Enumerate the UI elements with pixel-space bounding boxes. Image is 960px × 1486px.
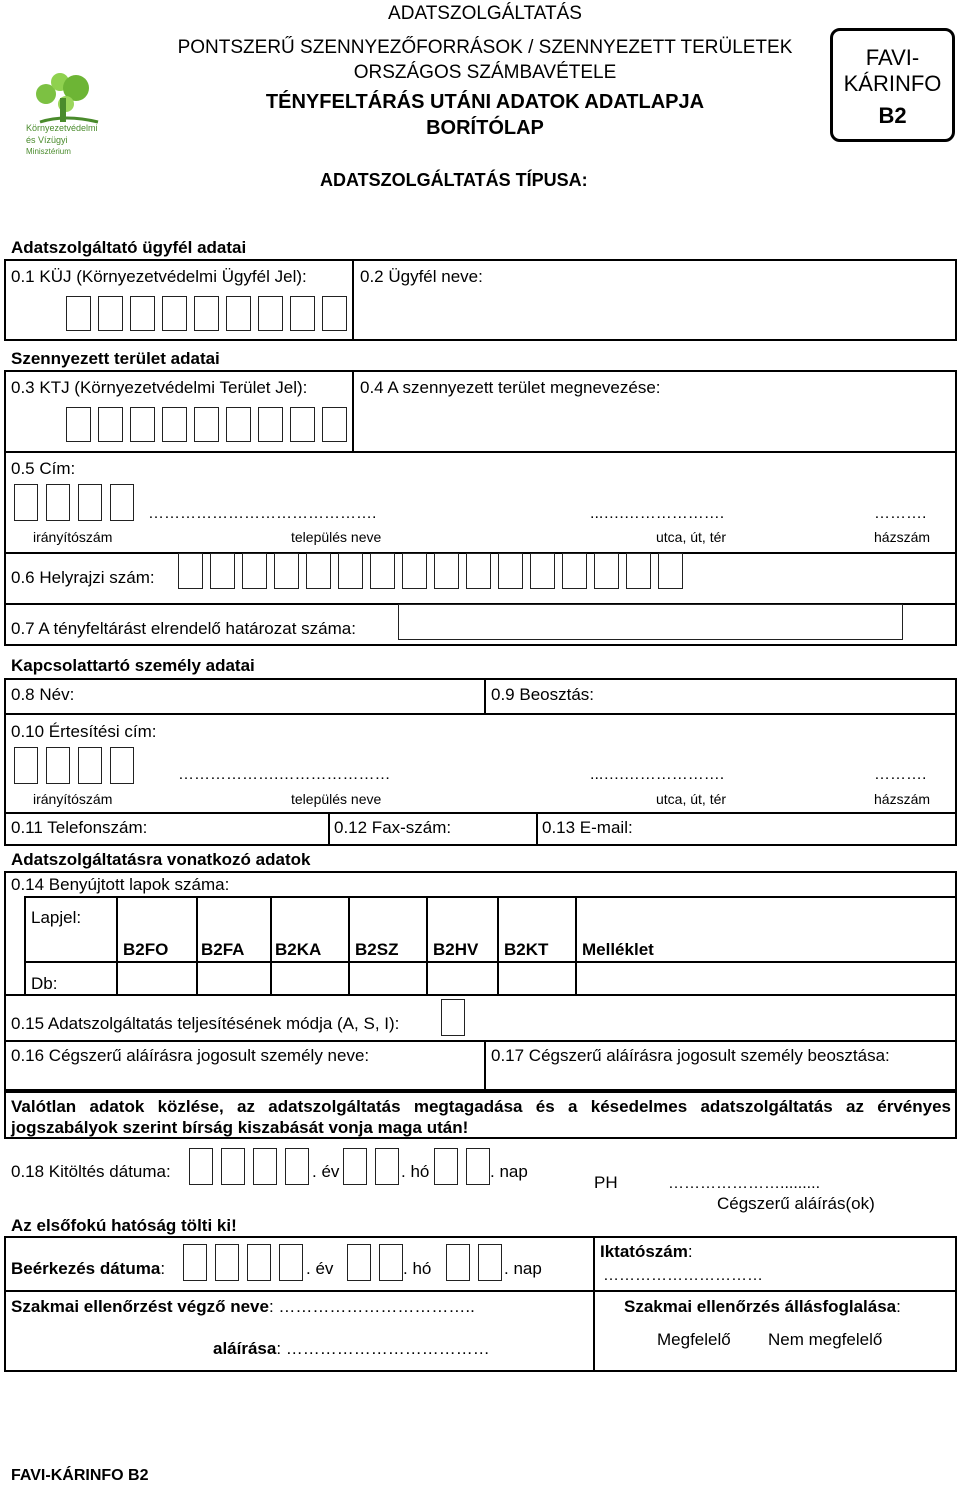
parcel-cell[interactable]: [402, 553, 427, 589]
parcel-cell[interactable]: [210, 553, 235, 589]
registry-number-colon: :: [687, 1242, 693, 1261]
parcel-cell[interactable]: [498, 553, 523, 589]
opinion-colon: :: [896, 1297, 901, 1316]
header-title: TÉNYFELTÁRÁS UTÁNI ADATOK ADATLAPJA: [265, 91, 705, 113]
checker-signature-label: [213, 1339, 490, 1359]
pages-label: 0.14 Benyújtott lapok száma:: [11, 875, 230, 894]
tree-logo-icon: [20, 60, 120, 130]
registry-number-text: Iktatószám: [600, 1242, 688, 1261]
kuj-label: 0.1 KÜJ (Környezetvédelmi Ügyfél Jel):: [11, 267, 307, 286]
ktj-label: 0.3 KTJ (Környezetvédelmi Terület Jel):: [11, 378, 308, 397]
contact-street-caption: utca, út, tér: [656, 791, 727, 807]
parcel-cell[interactable]: [562, 553, 587, 589]
arrival-year-cell[interactable]: [279, 1244, 303, 1281]
checker-signature-field[interactable]: : ………………………………: [276, 1339, 490, 1358]
fill-year-cell[interactable]: [285, 1148, 309, 1185]
site-name-label: 0.4 A szennyezett terület megnevezése:: [360, 378, 661, 397]
fill-year-cell[interactable]: [253, 1148, 277, 1185]
ktj-cell[interactable]: [162, 407, 187, 442]
arrival-nap-label: . nap: [504, 1259, 542, 1278]
opinion-label: [624, 1297, 901, 1317]
arrival-day-cell[interactable]: [446, 1244, 470, 1281]
fax-label: 0.12 Fax-szám:: [334, 818, 452, 837]
city-field[interactable]: …………………………………….: [148, 505, 377, 522]
contact-zip-cell[interactable]: [46, 747, 70, 784]
phone-label: 0.11 Telefonszám:: [11, 818, 148, 837]
mode-label: 0.15 Adatszolgáltatás teljesítésének módja (A, S, I):: [11, 1014, 400, 1033]
arrival-month-cell[interactable]: [379, 1244, 403, 1281]
kuj-cell[interactable]: [130, 296, 155, 331]
parcel-cell[interactable]: [434, 553, 459, 589]
arrival-day-cell[interactable]: [478, 1244, 502, 1281]
ktj-cell[interactable]: [130, 407, 155, 442]
parcel-cell[interactable]: [594, 553, 619, 589]
badge-line-3: B2: [878, 103, 907, 128]
contact-zip-cell[interactable]: [78, 747, 102, 784]
sheet-b2fa: B2FA: [201, 940, 245, 959]
zip-cell[interactable]: [14, 484, 38, 521]
city-caption: település neve: [291, 529, 382, 545]
checker-name-text: Szakmai ellenőrzést végző neve: [11, 1297, 269, 1316]
contact-zip-caption: irányítószám: [33, 791, 113, 807]
kuj-cell[interactable]: [162, 296, 187, 331]
form-code-badge: [830, 28, 955, 142]
parcel-cell[interactable]: [530, 553, 555, 589]
ktj-cell[interactable]: [290, 407, 315, 442]
fill-date-label: 0.18 Kitöltés dátuma:: [11, 1162, 171, 1181]
header-subtitle: BORÍTÓLAP: [426, 117, 544, 139]
kuj-cell[interactable]: [66, 296, 91, 331]
lapjel-label: Lapjel:: [31, 908, 82, 927]
fill-day-cell[interactable]: [434, 1148, 458, 1185]
badge-line-1: FAVI-: [865, 45, 920, 70]
mode-input[interactable]: [441, 999, 465, 1036]
arrival-year-cell[interactable]: [215, 1244, 239, 1281]
checker-name-field[interactable]: : ……………………………..: [268, 1297, 475, 1316]
ministry-logo: [20, 60, 120, 160]
sheet-b2hv: B2HV: [433, 940, 479, 959]
contact-section-title: Kapcsolattartó személy adatai: [11, 656, 255, 675]
warning-text: Valótlan adatok közlése, az adatszolgáltatás megtagadása és a késedelmes adatszolgáltatás az érvényes jogszabályok szerint bírság kiszabását vonja maga után!: [11, 1097, 951, 1137]
header-line-1: ADATSZOLGÁLTATÁS: [388, 3, 582, 24]
logo-text-3: Minisztérium: [26, 147, 71, 156]
fill-month-cell[interactable]: [375, 1148, 399, 1185]
ktj-cell[interactable]: [322, 407, 347, 442]
zip-cell[interactable]: [78, 484, 102, 521]
contact-name-label: 0.8 Név:: [11, 685, 75, 704]
zip-cell[interactable]: [46, 484, 70, 521]
sheet-b2kt: B2KT: [504, 940, 549, 959]
registry-number-field[interactable]: …………………………: [603, 1267, 763, 1284]
fill-ev-label: . év: [312, 1162, 340, 1181]
authority-title: Az elsőfokú hatóság tölti ki!: [11, 1216, 237, 1235]
client-section-title: Adatszolgáltató ügyfél adatai: [11, 238, 247, 257]
service-type-label: ADATSZOLGÁLTATÁS TÍPUSA:: [320, 170, 588, 190]
header-line-2: PONTSZERŰ SZENNYEZŐFORRÁSOK / SZENNYEZETT TERÜLETEK: [177, 37, 793, 58]
parcel-cell[interactable]: [306, 553, 331, 589]
kuj-cell[interactable]: [322, 296, 347, 331]
fill-ho-label: . hó: [401, 1162, 430, 1181]
service-section-title: Adatszolgáltatásra vonatkozó adatok: [11, 850, 311, 869]
site-section-title: Szennyezett terület adatai: [11, 349, 220, 368]
ktj-cell[interactable]: [226, 407, 251, 442]
arrival-date-label: [11, 1259, 165, 1279]
contact-zip-cell[interactable]: [14, 747, 38, 784]
signature-field[interactable]: ………………….........: [668, 1175, 821, 1192]
signature-caption: Cégszerű aláírás(ok): [717, 1194, 875, 1213]
badge-line-2: KÁRINFO: [843, 71, 942, 96]
kuj-cell[interactable]: [226, 296, 251, 331]
ktj-cell[interactable]: [66, 407, 91, 442]
parcel-cell[interactable]: [658, 553, 683, 589]
arrival-date-text: Beérkezés dátuma: [11, 1259, 161, 1278]
arrival-ev-label: . év: [306, 1259, 334, 1278]
arrival-year-cell[interactable]: [247, 1244, 271, 1281]
opinion-not-ok[interactable]: Nem megfelelő: [768, 1330, 883, 1349]
parcel-label: 0.6 Helyrajzi szám:: [11, 568, 155, 587]
checker-signature-text: aláírása: [213, 1339, 277, 1358]
kuj-cell[interactable]: [258, 296, 283, 331]
arrival-month-cell[interactable]: [347, 1244, 371, 1281]
contact-city-caption: település neve: [291, 791, 382, 807]
parcel-cell[interactable]: [338, 553, 363, 589]
arrival-ho-label: . hó: [403, 1259, 432, 1278]
opinion-text: Szakmai ellenőrzés állásfoglalása: [624, 1297, 897, 1316]
contact-position-label: 0.9 Beosztás:: [491, 685, 595, 704]
parcel-cell[interactable]: [466, 553, 491, 589]
logo-text-2: és Vízügyi: [26, 135, 68, 145]
email-label: 0.13 E-mail:: [542, 818, 633, 837]
contact-zip-cell[interactable]: [110, 747, 134, 784]
opinion-ok[interactable]: Megfelelő: [657, 1330, 731, 1349]
house-caption: házszám: [874, 529, 931, 545]
kuj-cell[interactable]: [98, 296, 123, 331]
kuj-cell[interactable]: [290, 296, 315, 331]
address-label: 0.5 Cím:: [11, 459, 76, 478]
zip-caption: irányítószám: [33, 529, 113, 545]
parcel-cell[interactable]: [274, 553, 299, 589]
ph-label: PH: [594, 1173, 618, 1192]
house-field[interactable]: ……….: [874, 505, 927, 522]
signer-name-label: 0.16 Cégszerű aláírásra jogosult személy neve:: [11, 1046, 370, 1065]
ktj-cell[interactable]: [194, 407, 219, 442]
street-caption: utca, út, tér: [656, 529, 727, 545]
footer-form-code: FAVI-KÁRINFO B2: [11, 1467, 149, 1484]
parcel-cell[interactable]: [370, 553, 395, 589]
contact-street-field[interactable]: ...….……………….: [590, 766, 725, 783]
contact-house-field[interactable]: ……….: [874, 766, 927, 783]
checker-name-label: [11, 1297, 475, 1317]
arrival-date-colon: :: [160, 1259, 166, 1278]
decision-label: 0.7 A tényfeltárást elrendelő határozat száma:: [11, 619, 356, 638]
registry-number-label: [600, 1242, 693, 1262]
contact-address-label: 0.10 Értesítési cím:: [11, 722, 157, 741]
fill-year-cell[interactable]: [189, 1148, 213, 1185]
header-line-3: ORSZÁGOS SZÁMBAVÉTELE: [353, 62, 617, 83]
fill-day-cell[interactable]: [466, 1148, 490, 1185]
fill-year-cell[interactable]: [221, 1148, 245, 1185]
parcel-cell[interactable]: [178, 553, 203, 589]
decision-input[interactable]: [398, 604, 903, 640]
ktj-cell[interactable]: [98, 407, 123, 442]
logo-text-1: Környezetvédelmi: [26, 123, 98, 133]
contact-city-field[interactable]: ……………….…………………: [178, 766, 391, 783]
sheet-b2fo: B2FO: [123, 940, 169, 959]
street-field[interactable]: ...….……………….: [590, 505, 725, 522]
sheet-b2sz: B2SZ: [355, 940, 399, 959]
client-name-label: 0.2 Ügyfél neve:: [360, 267, 483, 286]
kuj-cell[interactable]: [194, 296, 219, 331]
parcel-cell[interactable]: [626, 553, 651, 589]
parcel-cell[interactable]: [242, 553, 267, 589]
signer-position-label: 0.17 Cégszerű aláírásra jogosult személy beosztása:: [491, 1046, 890, 1065]
ktj-cell[interactable]: [258, 407, 283, 442]
fill-nap-label: . nap: [490, 1162, 528, 1181]
fill-month-cell[interactable]: [343, 1148, 367, 1185]
contact-house-caption: házszám: [874, 791, 931, 807]
sheet-b2ka: B2KA: [275, 940, 322, 959]
db-label: Db:: [31, 974, 58, 993]
sheet-attachment: Melléklet: [582, 940, 654, 959]
arrival-year-cell[interactable]: [183, 1244, 207, 1281]
zip-cell[interactable]: [110, 484, 134, 521]
